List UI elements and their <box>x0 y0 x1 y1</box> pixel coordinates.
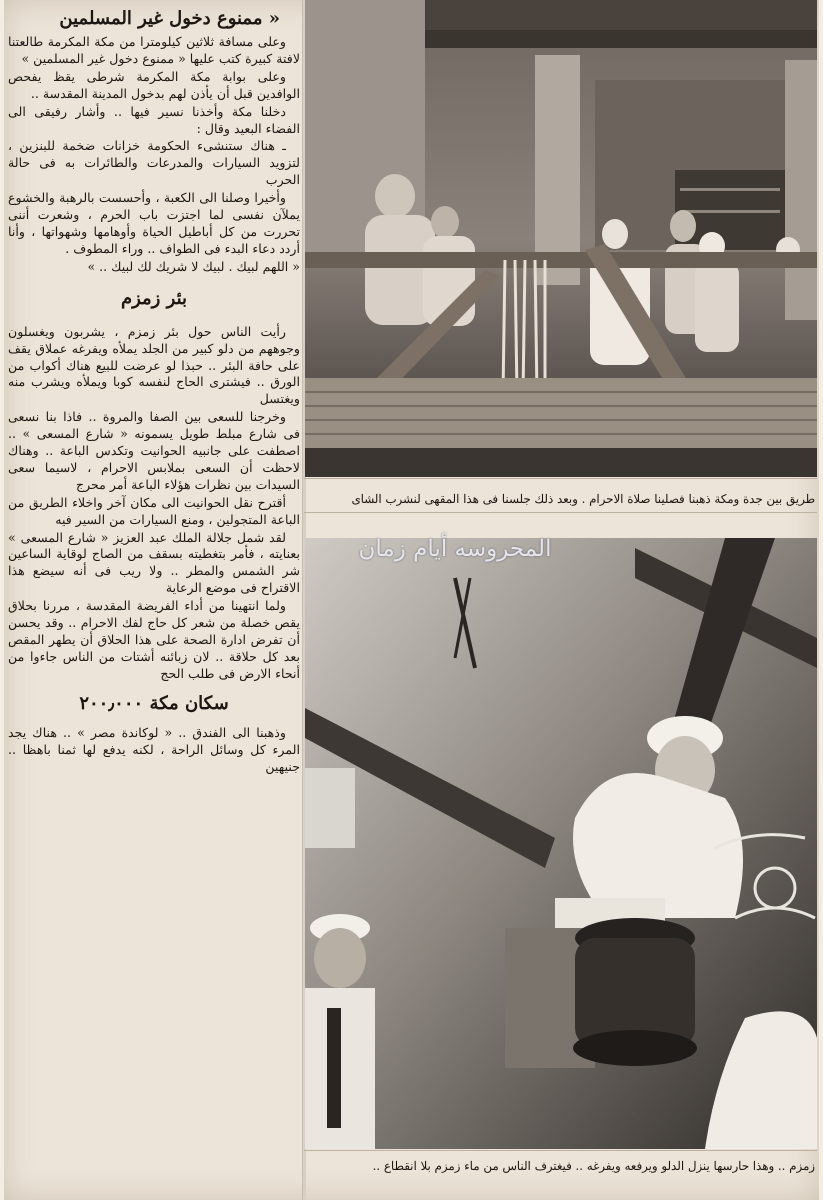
article-paragraph: رأيت الناس حول بئر زمزم ، يشربون ويغسلون وجوههم من دلو كبير من الجلد يملأه ويفرغه عملاق يقف على حافة البئر .. حبذا لو عرضت للبيع هناك أكواب من الورق .. فيشترى الحاج لنفسه كوبا ويملأه ويشرب منه ويغتسل <box>8 323 300 407</box>
article-paragraph: وعلى بوابة مكة المكرمة شرطى يقظ يفحص الوافدين قبل أن يأذن لهم بدخول المدينة المقدسة .. <box>8 68 300 101</box>
article-quote: « اللهم لبيك . لبيك لا شريك لك لبيك .. » <box>87 258 300 274</box>
caption-border <box>304 512 817 513</box>
article-paragraph: دخلنا مكة وأخذنا نسير فيها .. وأشار رفيقى الى الفضاء البعيد وقال : <box>8 103 300 136</box>
watermark: المحروسه أيام زمان <box>358 536 552 562</box>
photo-coffee-house <box>305 0 817 477</box>
coffee-house-image <box>305 0 817 477</box>
article-paragraph: أقترح نقل الحوانيت الى مكان آخر واخلاء الطريق من الباعة المتجولين ، ومنع السيارات من السير فيه <box>8 494 300 527</box>
article-paragraph: وخرجنا للسعى بين الصفا والمروة .. فاذا بنا نسعى فى شارع مبلط طويل يسمونه « شارع المسعى » .. اصطفت على جانبيه الحوانيت وتكدس الباعة .. وهناك لاحظت أن السعى بملابس الاحرام ، لاسيما سعى السيدات بين نظرات هؤلاء الباعة أمر محرج <box>8 409 300 492</box>
photo-zamzam-well <box>305 538 817 1149</box>
article-paragraph: ولما انتهينا من أداء الفريضة المقدسة ، مررنا بحلاق يقص خصلة من شعر كل حاج لفك الاحرام .. وقد يحسن أن تفرض ادارة الصحة على هذا الحلاق أن يطهر المقص بعد كل حلاقة .. لان زبائنه أشتات من الناس جاءوا من أنحاء الارض فى طلب الحج <box>8 598 300 681</box>
section-heading-zamzam: بئر زمزم <box>120 287 188 309</box>
photo-2-caption: زمزم .. وهذا حارسها ينزل الدلو ويرفعه ويفرغه .. فيغترف الناس من ماء زمزم بلا انقطاع .. <box>372 1159 815 1173</box>
article-paragraph: لقد شمل جلالة الملك عبد العزيز « شارع المسعى » بعنايته ، فأمر بتغطيته بسقف من الصاج لوقاية الساعين شر الشمس والمطر .. ولا ريب فى أنه سيضع هذا الاقتراح فى موضع الرعاية <box>8 529 300 596</box>
section-heading-population: سكان مكة ۲۰۰٫۰۰۰ <box>79 692 229 714</box>
photo-border <box>304 478 817 479</box>
article-paragraph: وذهبنا الى الفندق .. « لوكاندة مصر » .. هناك يجد المرء كل وسائل الراحة ، لكنه يدفع لها ثمنا باهظا .. جنيهين <box>8 724 300 774</box>
section-heading-non-muslims: « ممنوع دخول غير المسلمين <box>59 8 280 29</box>
article-paragraph: وعلى مسافة ثلاثين كيلومترا من مكة المكرمة طالعتنا لافتة كبيرة كتب عليها « ممنوع دخول غير المسلمين » <box>8 34 300 66</box>
article-text-column <box>8 6 300 1194</box>
zamzam-well-image <box>305 538 817 1149</box>
photo-border <box>304 1150 817 1151</box>
photo-1-caption: طريق بين جدة ومكة ذهبنا فصلينا صلاة الاحرام . وبعد ذلك جلسنا فى هذا المقهى لنشرب الشاى <box>351 492 815 506</box>
article-paragraph: ـ هناك ستنشىء الحكومة خزانات ضخمة للبنزين ، لتزويد السيارات والمدرعات والطائرات به فى حالة الحرب <box>8 138 300 188</box>
article-paragraph: وأخيرا وصلنا الى الكعبة ، وأحسست بالرهبة والخشوع يملآن نفسى لما اجتزت باب الحرم ، وشعرت أننى تحررت من كل أباطيل الحياة وأوهامها وشهواتها ، وأنا أردد دعاء البدء فى الطواف .. وراء المطوف . <box>8 190 300 256</box>
